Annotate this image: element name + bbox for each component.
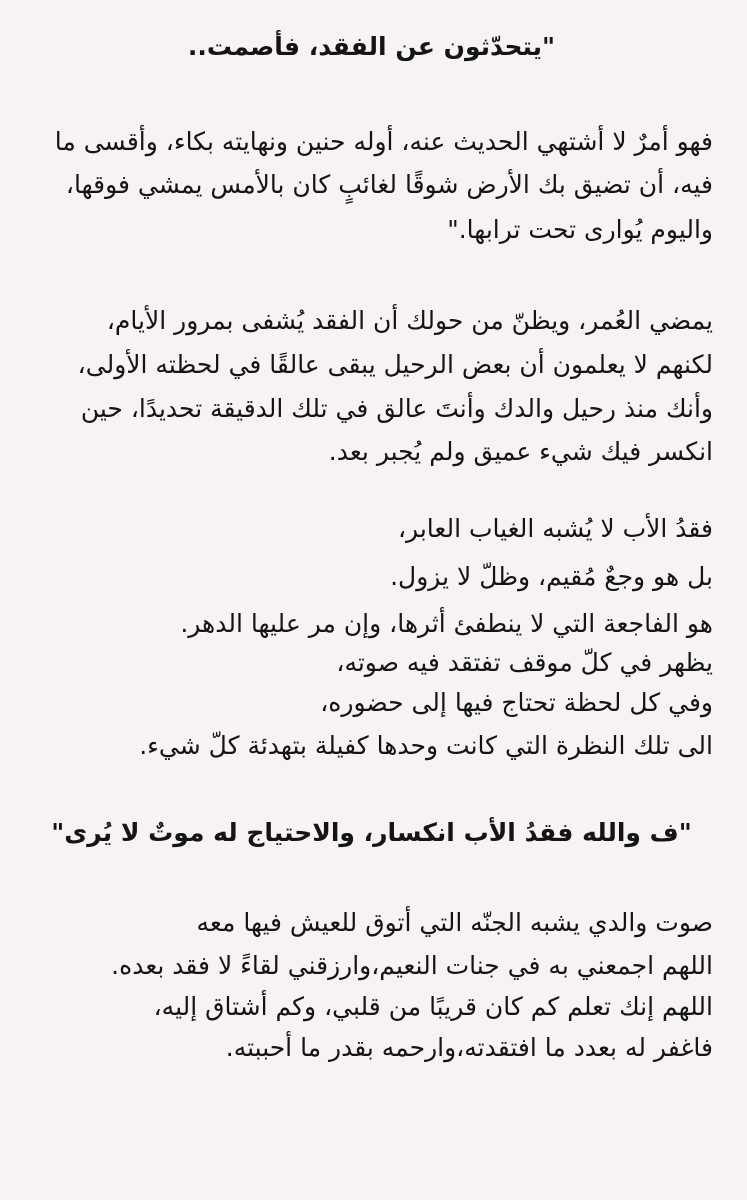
paragraph-3-line-6: الى تلك النظرة التي كانت وحدها كفيلة بتهدئة كلّ شيء.	[139, 731, 713, 760]
paragraph-4-line-1: صوت والدي يشبه الجنّه التي أتوق للعيش فيها معه	[196, 908, 713, 937]
paragraph-3-line-4: يظهر في كلّ موقف تفتقد فيه صوته،	[336, 648, 713, 677]
paragraph-1-line-2: فيه، أن تضيق بك الأرض شوقًا لغائبٍ كان بالأمس يمشي فوقها،	[65, 170, 713, 199]
paragraph-3-line-2: بل هو وجعٌ مُقيم، وظلّ لا يزول.	[390, 562, 713, 591]
paragraph-4-line-4: فاغفر له بعدد ما افتقدته،وارحمه بقدر ما أحببته.	[225, 1033, 713, 1062]
paragraph-2-line-3: وأنك منذ رحيل والدك وأنتَ عالق في تلك الدقيقة تحديدًا، حين	[80, 394, 713, 423]
paragraph-3-line-1: فقدُ الأب لا يُشبه الغياب العابر،	[397, 514, 713, 543]
paragraph-4-line-3: اللهم إنك تعلم كم كان قريبًا من قلبي، وكم أشتاق إليه،	[153, 992, 713, 1021]
title-line: "يتحدّثون عن الفقد، فأصمت..	[187, 32, 556, 61]
paragraph-2-line-4: انكسر فيك شيء عميق ولم يُجبر بعد.	[328, 437, 713, 466]
paragraph-3-line-3: هو الفاجعة التي لا ينطفئ أثرها، وإن مر عليها الدهر.	[180, 609, 713, 638]
paragraph-2-line-2: لكنهم لا يعلمون أن بعض الرحيل يبقى عالقًا في لحظته الأولى،	[77, 350, 713, 379]
paragraph-3-line-5: وفي كل لحظة تحتاج فيها إلى حضوره،	[320, 688, 713, 717]
paragraph-4-line-2: اللهم اجمعني به في جنات النعيم،وارزقني لقاءً لا فقد بعده.	[111, 951, 713, 980]
paragraph-2-line-1: يمضي العُمر، ويظنّ من حولك أن الفقد يُشفى بمرور الأيام،	[106, 306, 713, 335]
quote-line: "ف والله فقدُ الأب انكسار، والاحتياج له موتٌ لا يُرى"	[51, 818, 692, 847]
paragraph-1-line-1: فهو أمرٌ لا أشتهي الحديث عنه، أوله حنين ونهايته بكاء، وأقسى ما	[54, 127, 713, 156]
paragraph-1-line-3: واليوم يُوارى تحت ترابها."	[447, 215, 713, 244]
